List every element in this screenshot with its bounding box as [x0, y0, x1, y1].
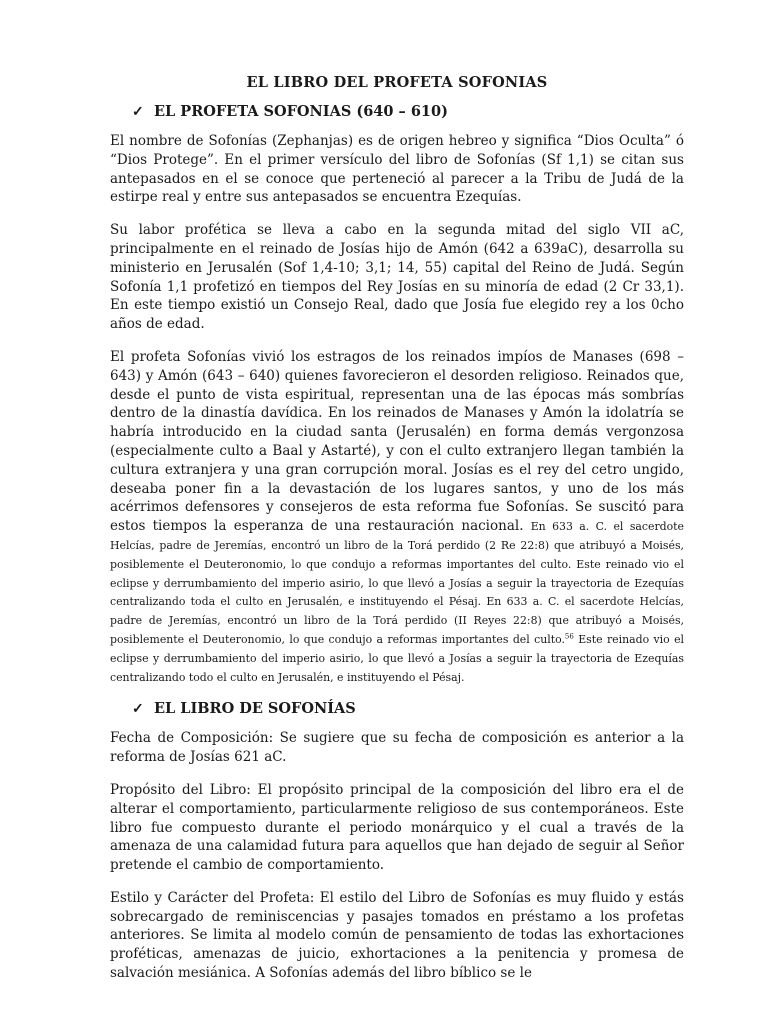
small-text-a: En 633 a. C. el sacerdote Helcías, padre de Jeremías, encontró un libro de la Torá perdido (2 Re 22:8) que atribuyó a Moisés, posiblemente el Deuteronomio, lo que condujo a reformas importantes del culto. Este reinado vio el eclipse y derrumbamiento del imperio asirio, lo que llevó a Josías a seguir la trayectoria de Ezequías centralizando toda el culto en Jerusalén, e instituyendo el Pésaj. En 633 a. C. el sacerdote Helcías, padre de Jeremías, encontró un libro de la Torá perdido (II Reyes 22:8) que atribuyó a Moisés, posiblemente el Deuteronomio, lo que condujo a reformas importantes del culto. — [110, 520, 685, 646]
section-heading-text: EL LIBRO DE SOFONÍAS — [154, 700, 356, 718]
paragraph-fecha: Fecha de Composición: Se sugiere que su fecha de composición es anterior a la reforma de Josías 621 aC. — [110, 730, 684, 766]
paragraph-estragos — [110, 348, 684, 686]
document-title: EL LIBRO DEL PROFETA SOFONIAS — [246, 74, 548, 91]
checkmark-icon: ✓ — [132, 700, 144, 717]
checkmark-icon: ✓ — [132, 103, 144, 120]
paragraph-labor: Su labor profética se lleva a cabo en la segunda mitad del siglo VII aC, principalmente en el reinado de Josías hijo de Amón (642 a 639aC), desarrolla su ministerio en Jerusalén (Sof 1,4-10; 3,1; 14, 55) capital del Reino de Judá. Según Sofonía 1,1 profetizó en tiempos del Rey Josías en su minoría de edad (2 Cr 33,1). En este tiempo existió un Consejo Real, dado que Josía fue elegido rey a los 0cho años de edad. — [110, 222, 684, 333]
document-page — [110, 74, 684, 997]
paragraph-nombre: El nombre de Sofonías (Zephanjas) es de origen hebreo y significa “Dios Oculta” ó “Dios Protege”. En el primer versículo del libro de Sofonías (Sf 1,1) se citan sus antepasados en el se conoce que perteneció al parecer a la Tribu de Judá de la estirpe real y entre sus antepasados se encuentra Ezequías. — [110, 133, 684, 206]
small-text-b: Este reinado vio el eclipse y derrumbamiento del imperio asirio, lo que llevó a Josías a seguir la trayectoria de Ezequías centralizando todo el culto en Jerusalén, e instituyendo el Pésaj. — [110, 632, 684, 684]
paragraph-estilo: Estilo y Carácter del Profeta: El estilo del Libro de Sofonías es muy fluido y estás sobrecargado de reminiscencias y pasajes tomados en préstamo a los profetas anteriores. Se limita al modelo común de pensamiento de todas las exhortaciones proféticas, amenazas de juicio, exhortaciones a la penitencia y promesa de salvación mesiánica. A Sofonías además del libro bíblico se le — [110, 889, 684, 982]
paragraph-estragos-small — [110, 520, 684, 683]
section-heading-libro — [110, 700, 684, 717]
section-heading-text: EL PROFETA SOFONIAS (640 – 610) — [154, 103, 448, 120]
paragraph-estragos-text: El profeta Sofonías vivió los estragos de los reinados impíos de Manases (698 – 643) y Amón (643 – 640) quienes favorecieron el desorden religioso. Reinados que, desde el punto de vista espiritual, representan una de las épocas más sombrías dentro de la dinastía davídica. En los reinados de Manases y Amón la idolatría se habría introducido en la ciudad santa (Jerusalén) en forma demás vergonzosa (especialmente culto a Baal y Astarté), y con el culto extranjero llegan también la cultura extranjera y una gran corrupción moral. Josías es el rey del cetro ungido, deseaba poner fin a la devastación de los lugares santos, y uno de los más acérrimos defensores y consejeros de esta reforma fue Sofonías. Se suscitó para estos tiempos la esperanza de una restauración nacional. — [110, 348, 684, 535]
paragraph-proposito: Propósito del Libro: El propósito principal de la composición del libro era el de alterar el comportamiento, particularmente religioso de sus contemporáneos. Este libro fue compuesto durante el periodo monárquico y el cual a través de la amenaza de una calamidad futura para aquellos que han dejado de seguir al Señor pretende el cambio de comportamiento. — [110, 781, 684, 874]
section-heading-profeta — [110, 103, 684, 120]
footnote-marker[interactable]: 56 — [564, 632, 574, 641]
